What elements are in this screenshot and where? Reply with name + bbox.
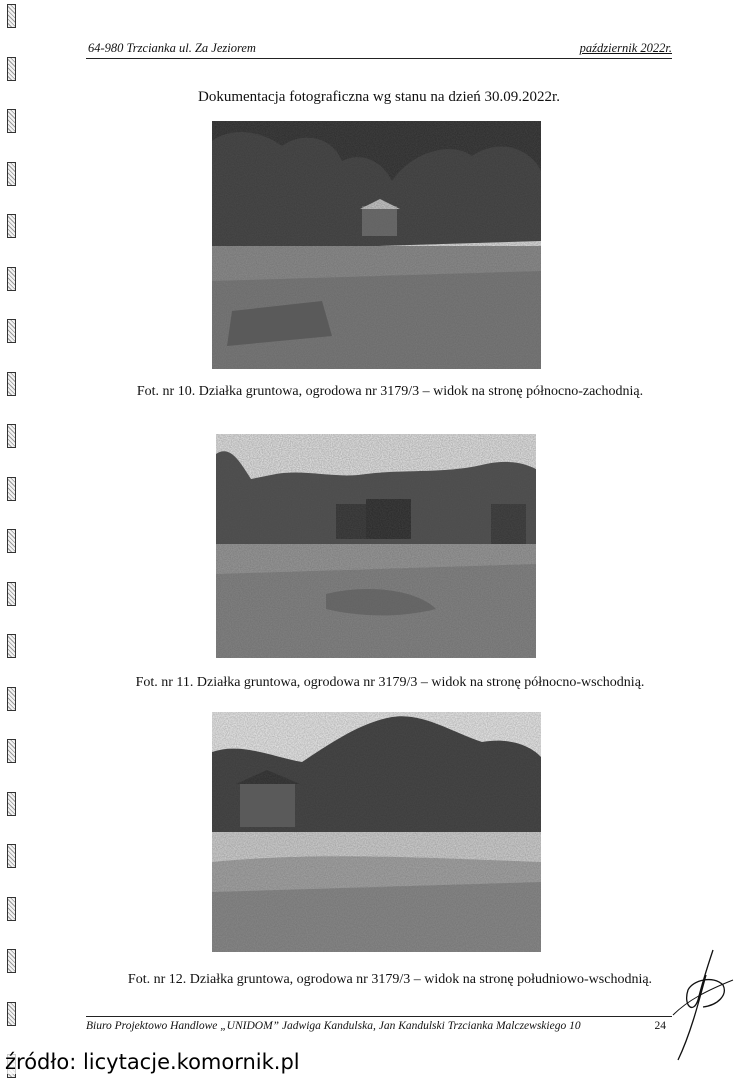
binding-hole	[7, 582, 16, 606]
binding-hole	[7, 897, 16, 921]
binding-hole	[7, 214, 16, 238]
binding-strip	[0, 0, 26, 1080]
header-date: październik 2022r.	[579, 41, 672, 55]
photo-10-image	[212, 121, 541, 369]
photo-11	[216, 434, 536, 658]
source-watermark: źródło: licytacje.komornik.pl	[2, 1050, 303, 1074]
binding-hole	[7, 162, 16, 186]
photo-12-caption: Fot. nr 12. Działka gruntowa, ogrodowa nr 3179/3 – widok na stronę południowo-wschodnią.	[127, 972, 653, 987]
binding-hole	[7, 477, 16, 501]
document-title: Dokumentacja fotograficzna wg stanu na dzień 30.09.2022r.	[198, 89, 560, 105]
binding-hole	[7, 739, 16, 763]
binding-hole	[7, 267, 16, 291]
page-footer	[86, 1016, 672, 1032]
photo-11-image	[216, 434, 536, 658]
photo-10-caption: Fot. nr 10. Działka gruntowa, ogrodowa nr 3179/3 – widok na stronę północno-zachodnią.	[136, 384, 644, 399]
footer-company: Biuro Projektowo Handlowe „UNIDOM” Jadwiga Kandulska, Jan Kandulski Trzcianka Malczewskiego 10	[86, 1020, 581, 1032]
binding-hole	[7, 529, 16, 553]
photo-11-caption: Fot. nr 11. Działka gruntowa, ogrodowa nr 3179/3 – widok na stronę północno-wschodnią.	[135, 675, 645, 690]
page-number: 24	[654, 1020, 666, 1032]
page-header	[86, 40, 672, 59]
binding-hole	[7, 687, 16, 711]
photo-10	[212, 121, 541, 369]
binding-hole	[7, 844, 16, 868]
photo-12-image	[212, 712, 541, 952]
binding-hole	[7, 1002, 16, 1026]
binding-hole	[7, 57, 16, 81]
binding-hole	[7, 424, 16, 448]
binding-hole	[7, 949, 16, 973]
binding-hole	[7, 634, 16, 658]
binding-hole	[7, 319, 16, 343]
binding-hole	[7, 4, 16, 28]
header-address: 64-980 Trzcianka ul. Za Jeziorem	[88, 41, 256, 55]
binding-hole	[7, 372, 16, 396]
binding-hole	[7, 109, 16, 133]
photo-12	[212, 712, 541, 952]
signature	[668, 945, 738, 1065]
binding-hole	[7, 792, 16, 816]
